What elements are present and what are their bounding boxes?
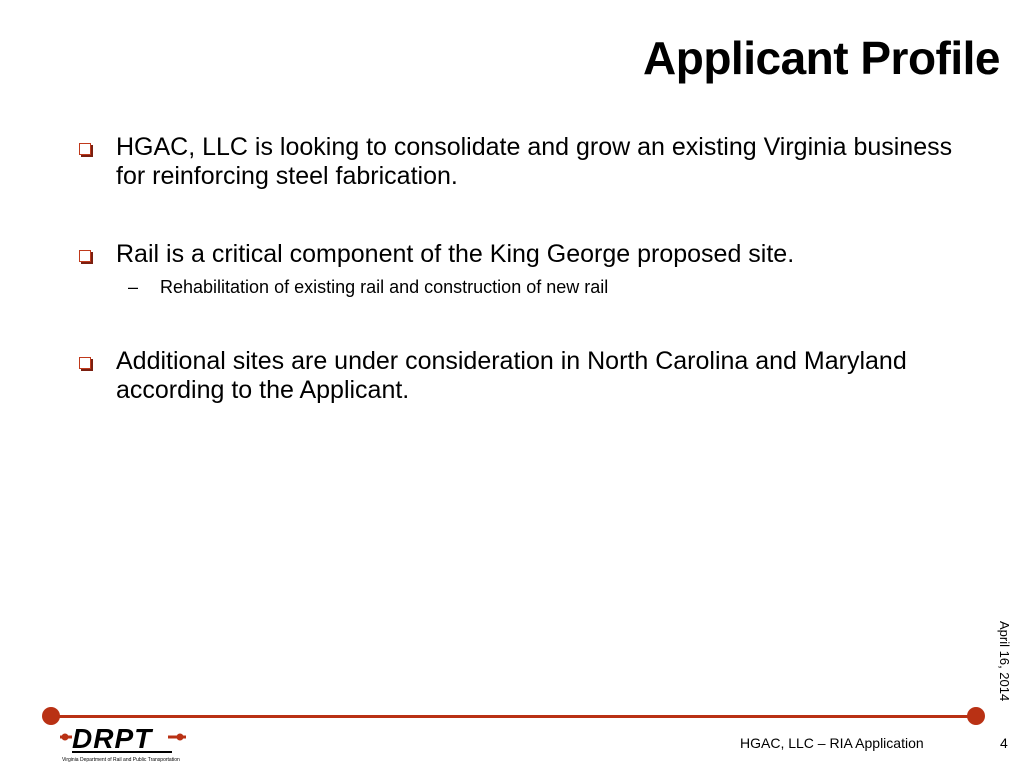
logo-text: DRPT [72,724,153,754]
dash-bullet-icon: – [128,277,139,297]
bullet-item [76,347,976,405]
drpt-logo [60,724,190,764]
bullet-text: Rail is a critical component of the King George proposed site. [116,240,795,268]
bullet-text: Additional sites are under consideration in North Carolina and Maryland according to the Applicant. [116,347,907,404]
divider-endpoint-right [967,707,985,725]
slide-date: April 16, 2014 [997,621,1012,702]
slide-content [76,133,976,405]
sub-bullet-item [76,276,976,298]
divider-endpoint-left [42,707,60,725]
logo-subtitle: Virginia Department of Rail and Public Transportation [62,757,180,763]
bullet-text: HGAC, LLC is looking to consolidate and grow an existing Virginia business for reinforcing steel fabrication. [116,133,953,190]
page-number: 4 [1000,735,1008,751]
square-bullet-icon [79,143,91,155]
square-bullet-icon [79,250,91,262]
bullet-item [76,133,976,191]
sub-bullet-text: Rehabilitation of existing rail and construction of new rail [160,277,609,297]
footer-divider [48,715,976,718]
bullet-item [76,240,976,269]
square-bullet-icon [79,357,91,369]
slide-title: Applicant Profile [643,32,1000,84]
footer-label: HGAC, LLC – RIA Application [740,735,924,751]
